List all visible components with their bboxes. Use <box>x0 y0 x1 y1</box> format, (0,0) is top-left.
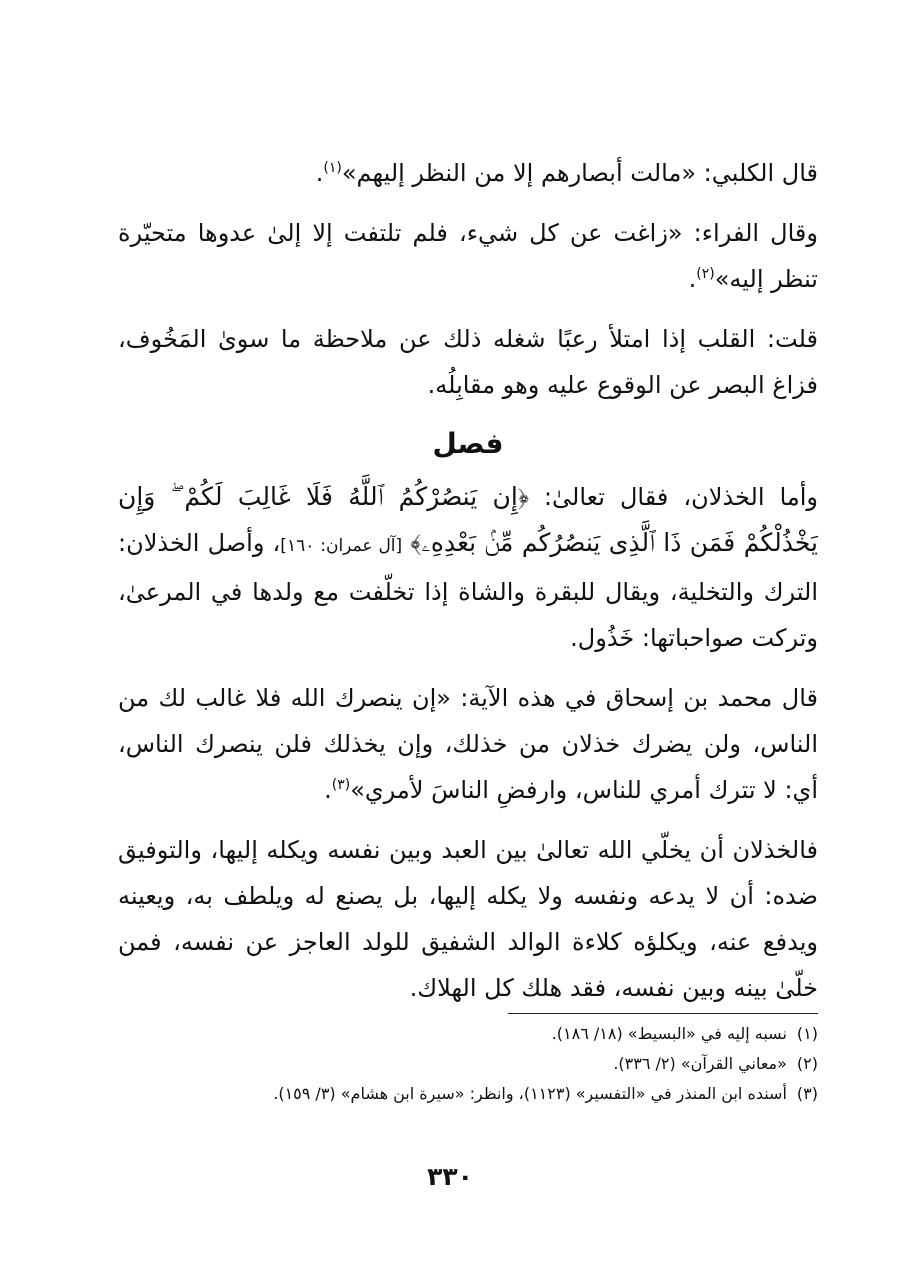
footnote-ref-2: (٢) <box>696 266 715 282</box>
paragraph-farra-text: وقال الفراء: «زاغت عن كل شيء، فلم تلتفت إلا إلىٰ عدوها متحيّرة تنظر إليه» <box>118 219 818 293</box>
footnote-3 <box>118 1083 818 1104</box>
page-body <box>118 150 818 1025</box>
ibn-ishaq-text: قال محمد بن إسحاق في هذه الآية: «إن ينصرك الله فلا غالب لك من الناس، ولن يضرك خذلان من خذلك، وإن يخذلك فلن ينصرك الناس، أي: لا تترك أمري للناس، وارفضِ الناسَ لأمري» <box>118 684 818 804</box>
footnote-2-number: (٢) <box>796 1054 818 1073</box>
paragraph-kalbi-text: قال الكلبي: «مالت أبصارهم إلا من النظر إليهم» <box>341 159 818 187</box>
footnote-ref-1: (١) <box>323 160 342 176</box>
paragraph-khidhlan <box>118 474 818 661</box>
quran-verse: ﴿إِن يَنصُرْكُمُ ٱللَّهُ فَلَا غَالِبَ لَكُمْ ۖ وَإِن يَخْذُلْكُمْ فَمَن ذَا ٱلَّذِى يَنصُرُكُم مِّنۢ بَعْدِهِۦ﴾ <box>118 482 818 557</box>
verse-reference: [آل عمران: ١٦٠] <box>280 536 403 556</box>
paragraph-ibn-ishaq <box>118 675 818 813</box>
section-heading: فصل <box>432 427 504 460</box>
khidhlan-rest: ، وأصل الخذلان: الترك والتخلية، ويقال للبقرة والشاة إذا تخلّفت مع ولدها في المرعىٰ، وتركت صواحباتها: خَذُول. <box>118 529 818 652</box>
paragraph-farra <box>118 210 818 302</box>
khidhlan-intro: وأما الخذلان، فقال تعالىٰ: <box>543 483 818 511</box>
paragraph-kalbi-end: . <box>315 159 324 187</box>
footnote-1-number: (١) <box>796 1024 818 1043</box>
footnote-2 <box>118 1053 818 1074</box>
footnote-divider <box>508 1013 818 1014</box>
footnote-3-number: (٣) <box>796 1084 818 1103</box>
footnote-1 <box>118 1023 818 1044</box>
footnote-2-text: «معاني القرآن» (٢/ ٣٣٦). <box>613 1054 787 1073</box>
paragraph-farra-end: . <box>688 265 697 293</box>
footnote-ref-3: (٣) <box>331 777 351 793</box>
paragraph-final: فالخذلان أن يخلّي الله تعالىٰ بين العبد وبين نفسه ويكله إليها، والتوفيق ضده: أن لا يدعه ونفسه ولا يكله إليها، بل يصنع له ويلطف به، ويعينه ويدفع عنه، ويكلؤه كلاءة الوالد الشفيق للولد العاجز عن نفسه، فمن خلّىٰ بينه وبين نفسه، فقد هلك كل الهلاك. <box>118 836 818 1002</box>
page-number: ٣٣٠ <box>427 1162 473 1191</box>
paragraph-qultu: قلت: القلب إذا امتلأ رعبًا شغله ذلك عن ملاحظة ما سوىٰ المَخُوف، فزاغ البصر عن الوقوع عليه وهو مقابِلُه. <box>118 325 818 399</box>
footnotes-section <box>118 1023 818 1113</box>
footnote-3-text: أسنده ابن المنذر في «التفسير» (١١٢٣)، وانظر: «سيرة ابن هشام» (٣/ ١٥٩). <box>273 1084 787 1103</box>
footnote-1-text: نسبه إليه في «البسيط» (١٨/ ١٨٦). <box>551 1024 787 1043</box>
paragraph-kalbi <box>118 150 818 196</box>
ibn-ishaq-end: . <box>324 776 332 804</box>
